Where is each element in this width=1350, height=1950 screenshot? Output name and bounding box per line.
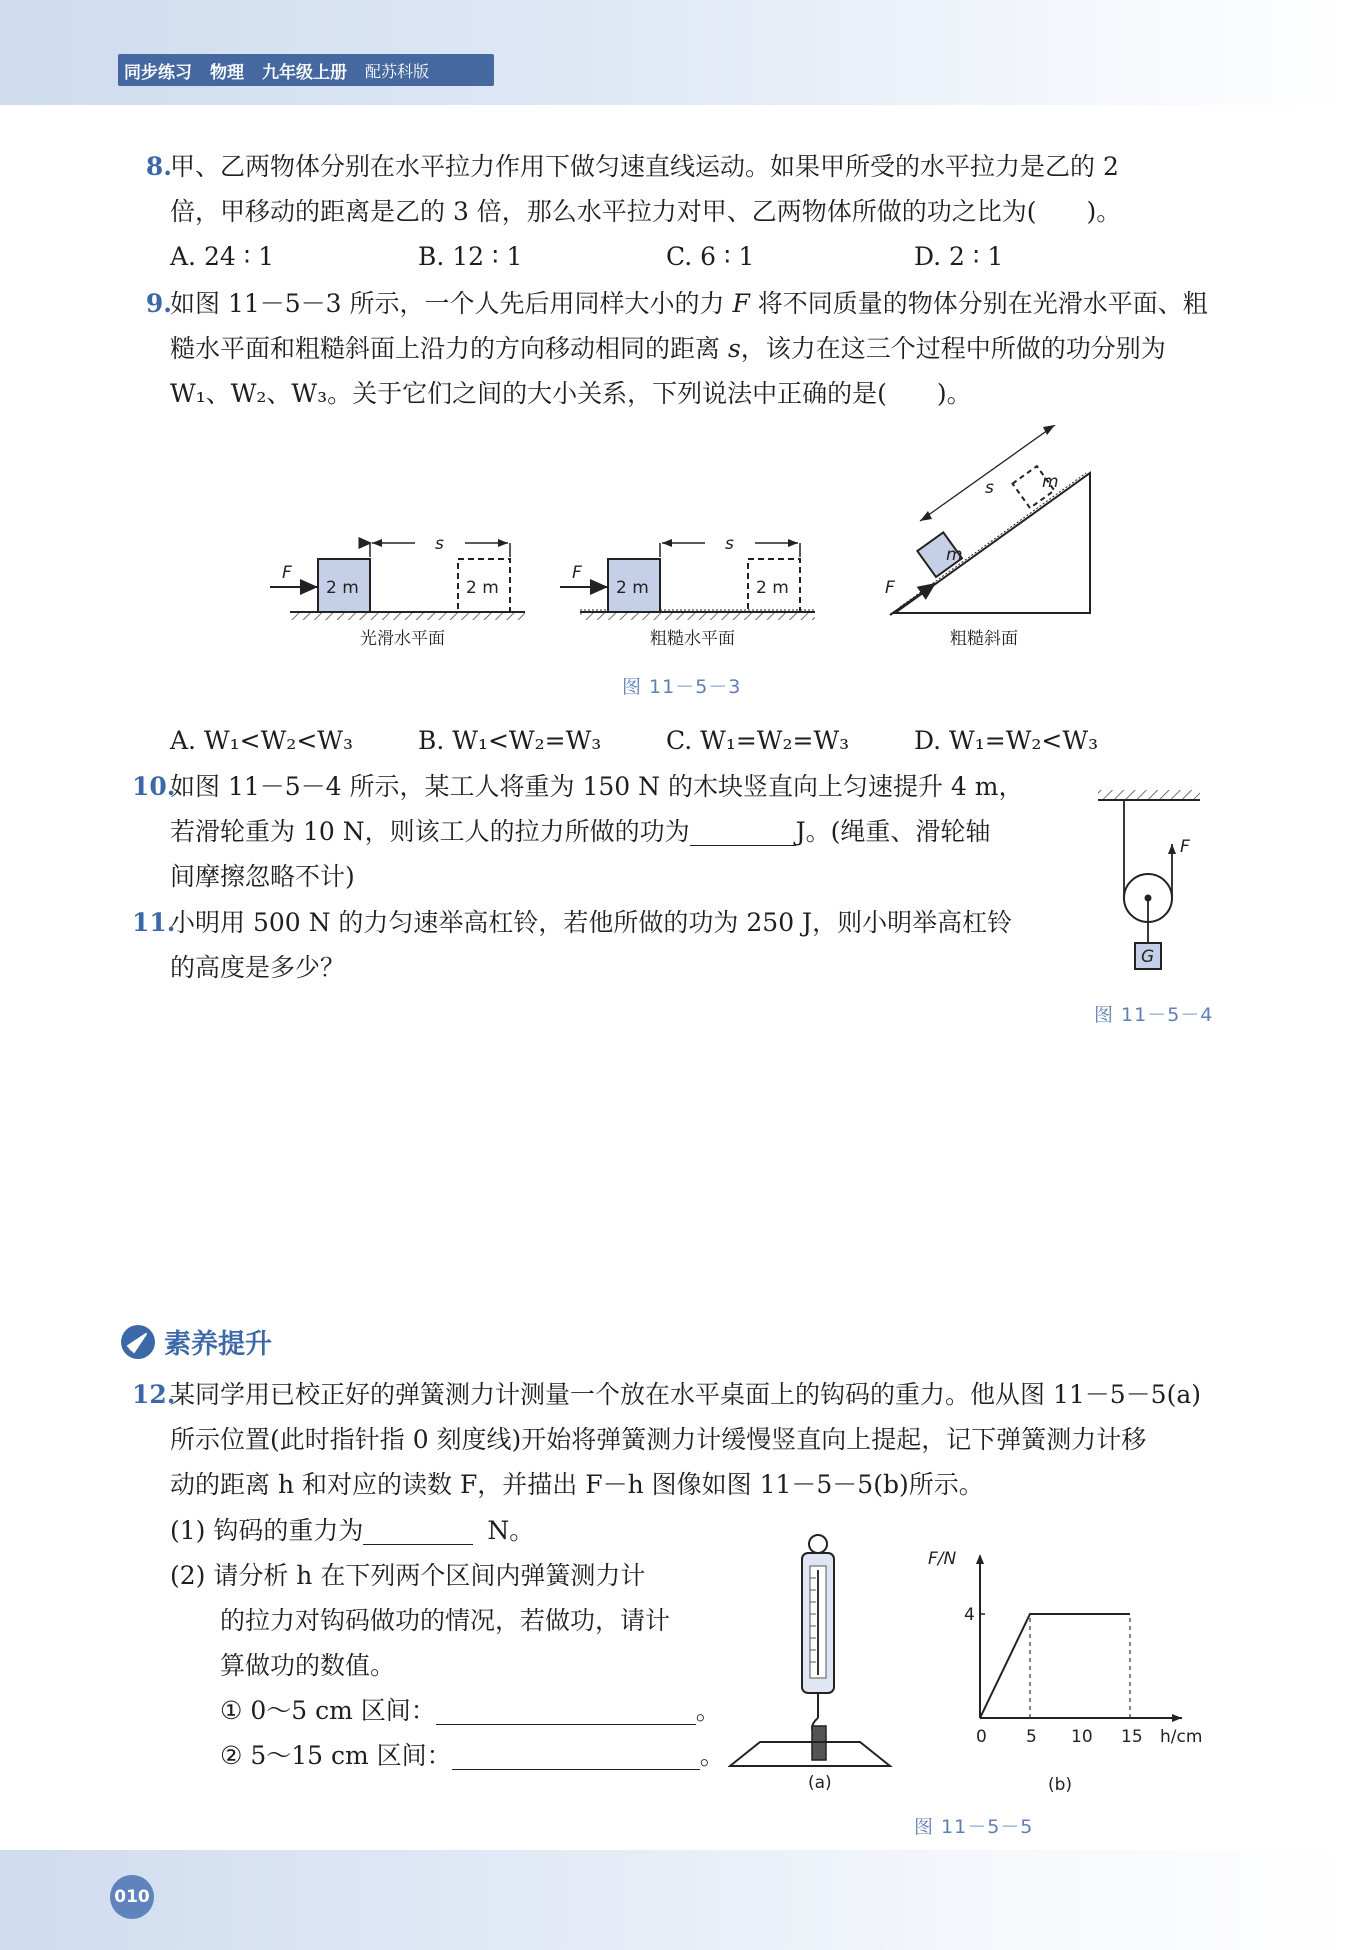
panel-label: 粗糙斜面: [950, 629, 1018, 649]
question-number: 12.: [132, 1380, 176, 1409]
option-d[interactable]: D. 2 ∶ 1: [914, 242, 1004, 271]
figure-11-5-4: [1090, 778, 1220, 978]
figure-caption: 图 11－5－4: [1094, 1004, 1214, 1026]
answer-blank[interactable]: [452, 1741, 700, 1770]
figure-sublabel: (a): [808, 1773, 832, 1790]
option-c[interactable]: C. 6 ∶ 1: [666, 242, 755, 271]
question-8: [132, 144, 1252, 279]
figure-caption: 图 11－5－3: [622, 676, 742, 698]
section-heading: [120, 1322, 272, 1361]
block-label: m: [1042, 472, 1059, 492]
options: [170, 234, 1252, 279]
question-number: 11.: [132, 908, 176, 937]
answer-blank[interactable]: [363, 1516, 473, 1545]
force-arrow: [890, 583, 936, 615]
distance-label: s: [435, 534, 444, 554]
x-axis-label: h/cm: [1160, 1727, 1203, 1747]
panel-label: 光滑水平面: [360, 629, 445, 649]
option-b[interactable]: B. W₁<W₂=W₃: [418, 726, 602, 755]
series-line-F: [980, 1614, 1130, 1718]
block-label: 2 m: [616, 578, 649, 598]
figure-11-5-5a: [728, 1530, 898, 1790]
question-text-line: 甲、乙两物体分别在水平拉力作用下做匀速直线运动。如果甲所受的水平拉力是乙的 2: [170, 152, 1119, 181]
force-label: F: [282, 563, 292, 583]
question-9-options: [132, 718, 1252, 763]
block-label: 2 m: [326, 578, 359, 598]
question-text-line: 的高度是多少？: [170, 953, 346, 982]
series-label: 同步练习: [124, 62, 192, 83]
answer-blank[interactable]: [436, 1696, 696, 1725]
grade-label: 九年级上册: [262, 62, 347, 83]
option-c[interactable]: C. W₁=W₂=W₃: [666, 726, 850, 755]
distance-label: s: [725, 534, 734, 554]
question-text-line: 如图 11－5－3 所示，一个人先后用同样大小的力 F 将不同质量的物体分别在光滑水平面、粗: [170, 289, 1208, 318]
sub-question-2: (2) 请分析 h 在下列两个区间内弹簧测力计: [170, 1561, 646, 1590]
force-label: F: [885, 578, 895, 598]
book-header: [118, 54, 494, 86]
section-title: 素养提升: [164, 1329, 272, 1360]
panel-rough-incline: [885, 425, 1090, 649]
question-number: 9.: [145, 289, 172, 318]
question-number: 8.: [145, 152, 172, 181]
question-12: [132, 1372, 1252, 1507]
x-tick-label: 5: [1026, 1727, 1037, 1747]
subject-label: 物理: [210, 62, 244, 83]
x-tick-label: 0: [976, 1727, 987, 1747]
option-d[interactable]: D. W₁=W₂<W₃: [914, 726, 1099, 755]
question-text-line: 某同学用已校正好的弹簧测力计测量一个放在水平桌面上的钩码的重力。他从图 11－5－5(a): [170, 1380, 1201, 1409]
question-10: [132, 764, 1072, 899]
option-a[interactable]: A. 24 ∶ 1: [170, 242, 275, 271]
interval-1: ① 0～5 cm 区间： 。: [220, 1696, 721, 1725]
y-tick-label: 4: [964, 1605, 975, 1625]
page-number: 010: [110, 1875, 154, 1919]
sub-question-1: (1) 钩码的重力为 N。: [170, 1516, 535, 1545]
distance-label: s: [985, 478, 994, 498]
header-band: [0, 0, 1350, 105]
block-label: 2 m: [756, 578, 789, 598]
x-tick-label: 10: [1071, 1727, 1093, 1747]
figure-caption: 图 11－5－5: [914, 1816, 1034, 1838]
question-text-line: W₁、W₂、W₃。关于它们之间的大小关系，下列说法中正确的是( )。: [170, 379, 972, 408]
block-label: m: [946, 545, 963, 565]
panel-rough-surface: [560, 534, 815, 649]
figure-11-5-3: [260, 425, 1120, 665]
edition-label: 配苏科版: [365, 61, 430, 81]
question-text-line: 如图 11－5－4 所示，某工人将重为 150 N 的木块竖直向上匀速提升 4 m，: [170, 772, 1024, 801]
question-text-line: 倍，甲移动的距离是乙的 3 倍，那么水平拉力对甲、乙两物体所做的功之比为( )。: [170, 197, 1122, 226]
panel-label: 粗糙水平面: [650, 629, 735, 649]
question-9: [132, 281, 1252, 416]
force-label: F: [572, 563, 582, 583]
option-b[interactable]: B. 12 ∶ 1: [418, 242, 523, 271]
weight-label: G: [1141, 947, 1155, 967]
question-number: 10.: [132, 772, 176, 801]
footer-band: [0, 1850, 1350, 1950]
block-label: 2 m: [466, 578, 499, 598]
rocket-icon: [120, 1324, 156, 1360]
y-axis-label: F/N: [928, 1549, 957, 1569]
option-a[interactable]: A. W₁<W₂<W₃: [170, 726, 353, 755]
question-text-line: 所示位置(此时指针指 0 刻度线)开始将弹簧测力计缓慢竖直向上提起，记下弹簧测力计移: [170, 1425, 1147, 1454]
question-text-line: 动的距离 h 和对应的读数 F，并描出 F－h 图像如图 11－5－5(b)所示。: [170, 1470, 984, 1499]
options: [170, 718, 1252, 763]
answer-blank[interactable]: [690, 817, 796, 846]
question-text-line: 糙水平面和粗糙斜面上沿力的方向移动相同的距离 s，该力在这三个过程中所做的功分别为: [170, 334, 1166, 363]
question-11: [132, 900, 1072, 990]
figure-11-5-5b: [920, 1540, 1230, 1800]
table-surface: [730, 1742, 890, 1766]
sub-question-2: 的拉力对钩码做功的情况，若做功，请计: [220, 1606, 671, 1635]
question-text-line: 小明用 500 N 的力匀速举高杠铃，若他所做的功为 250 J，则小明举高杠铃: [170, 908, 1013, 937]
question-text-line: 间摩擦忽略不计): [170, 862, 355, 891]
force-label: F: [1180, 837, 1190, 857]
panel-smooth-surface: [270, 534, 525, 649]
sub-question-2: 算做功的数值。: [220, 1651, 396, 1680]
question-12-parts: [170, 1508, 750, 1778]
figure-sublabel: (b): [1048, 1775, 1073, 1795]
interval-2: ② 5～15 cm 区间： 。: [220, 1741, 725, 1770]
x-tick-label: 15: [1121, 1727, 1143, 1747]
question-text-line: 若滑轮重为 10 N，则该工人的拉力所做的功为 J。(绳重、滑轮轴: [170, 817, 991, 846]
